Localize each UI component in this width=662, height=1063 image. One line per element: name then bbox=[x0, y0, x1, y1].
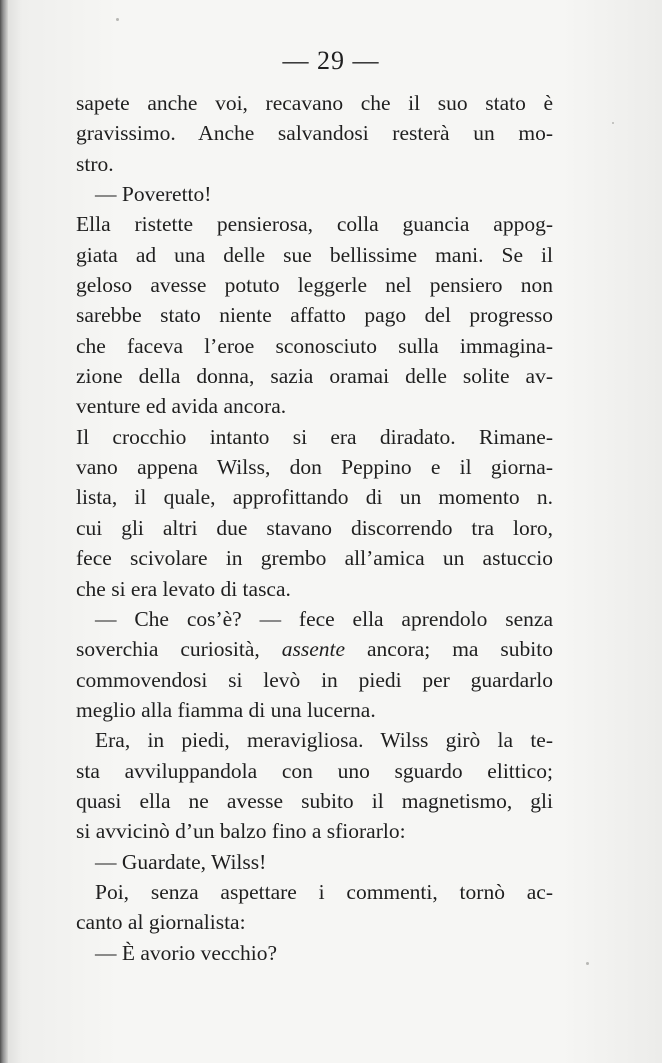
text-line-content: Poi, senza aspettare i commenti, tornò ac- bbox=[95, 879, 553, 904]
text-line-content: che si era levato di tasca. bbox=[76, 576, 291, 601]
text-line-content: soverchia curiosità, bbox=[76, 637, 282, 662]
text-line bbox=[76, 634, 553, 664]
text-line bbox=[76, 725, 553, 755]
text-line bbox=[76, 88, 553, 118]
page-number: — 29 — bbox=[282, 46, 380, 75]
text-line-content: Ella ristette pensierosa, colla guancia appog- bbox=[76, 212, 553, 237]
text-line-content: fece scivolare in grembo all’amica un astuccio bbox=[76, 546, 553, 571]
text-line-content: cui gli altri due stavano discorrendo tra loro, bbox=[76, 515, 553, 540]
text-line bbox=[76, 574, 553, 604]
paper-speck bbox=[612, 122, 614, 124]
text-line-content: Era, in piedi, meravigliosa. Wilss girò la te- bbox=[95, 728, 553, 753]
text-line-content: zione della donna, sazia oramai delle solite av- bbox=[76, 364, 553, 389]
paper-speck bbox=[586, 962, 589, 965]
page-body-text bbox=[76, 88, 553, 968]
text-line-content: stro. bbox=[76, 151, 114, 176]
text-line bbox=[76, 300, 553, 330]
text-line bbox=[76, 695, 553, 725]
text-line bbox=[76, 209, 553, 239]
paper-speck bbox=[116, 18, 119, 21]
text-line bbox=[76, 270, 553, 300]
text-line-content: quasi ella ne avesse subito il magnetismo, gli bbox=[76, 788, 553, 813]
text-line bbox=[76, 149, 553, 179]
text-line-content: geloso avesse potuto leggerle nel pensiero non bbox=[76, 273, 553, 298]
text-line bbox=[76, 938, 553, 968]
text-line-content: canto al giornalista: bbox=[76, 910, 246, 935]
text-line-content: che faceva l’eroe sconosciuto sulla immagina- bbox=[76, 333, 553, 358]
text-line bbox=[76, 331, 553, 361]
text-line bbox=[76, 877, 553, 907]
text-line bbox=[76, 482, 553, 512]
text-line-content: commovendosi si levò in piedi per guardarlo bbox=[76, 667, 553, 692]
text-line-content: vano appena Wilss, don Peppino e il giorna- bbox=[76, 455, 553, 480]
text-line bbox=[76, 422, 553, 452]
italic-word: assente bbox=[281, 637, 346, 662]
text-line-content: venture ed avida ancora. bbox=[76, 394, 287, 419]
text-line-content: Il crocchio intanto si era diradato. Rimane- bbox=[76, 424, 553, 449]
text-line bbox=[76, 543, 553, 573]
text-line bbox=[76, 361, 553, 391]
text-line bbox=[76, 665, 553, 695]
text-line-content: — Poveretto! bbox=[95, 182, 212, 207]
text-line bbox=[76, 907, 553, 937]
text-line-content: gravissimo. Anche salvandosi resterà un mo- bbox=[76, 121, 553, 146]
text-line bbox=[76, 179, 553, 209]
text-line-content: meglio alla fiamma di una lucerna. bbox=[76, 697, 376, 722]
text-line-continuation: ancora; ma subito bbox=[345, 637, 553, 662]
text-line bbox=[76, 452, 553, 482]
text-line-content: lista, il quale, approfittando di un momento n. bbox=[76, 485, 553, 510]
text-line-content: sarebbe stato niente affatto pago del progresso bbox=[76, 303, 553, 328]
text-line-content: — Guardate, Wilss! bbox=[95, 849, 267, 874]
text-line-content: sta avviluppandola con uno sguardo elittico; bbox=[76, 758, 553, 783]
text-line bbox=[76, 756, 553, 786]
text-line-content: si avvicinò d’un balzo fino a sfiorarlo: bbox=[76, 819, 406, 844]
text-line bbox=[76, 847, 553, 877]
text-line-content: giata ad una delle sue bellissime mani. Se il bbox=[76, 242, 553, 267]
text-line bbox=[76, 604, 553, 634]
text-line bbox=[76, 118, 553, 148]
text-line bbox=[76, 240, 553, 270]
text-line bbox=[76, 513, 553, 543]
text-line-content: — Che cos’è? — fece ella aprendolo senza bbox=[95, 606, 553, 631]
page-binding-edge bbox=[0, 0, 8, 1063]
text-line bbox=[76, 391, 553, 421]
text-line-content: — È avorio vecchio? bbox=[95, 940, 278, 965]
text-line bbox=[76, 816, 553, 846]
text-line-content: sapete anche voi, recavano che il suo stato è bbox=[76, 91, 553, 115]
text-line bbox=[76, 786, 553, 816]
